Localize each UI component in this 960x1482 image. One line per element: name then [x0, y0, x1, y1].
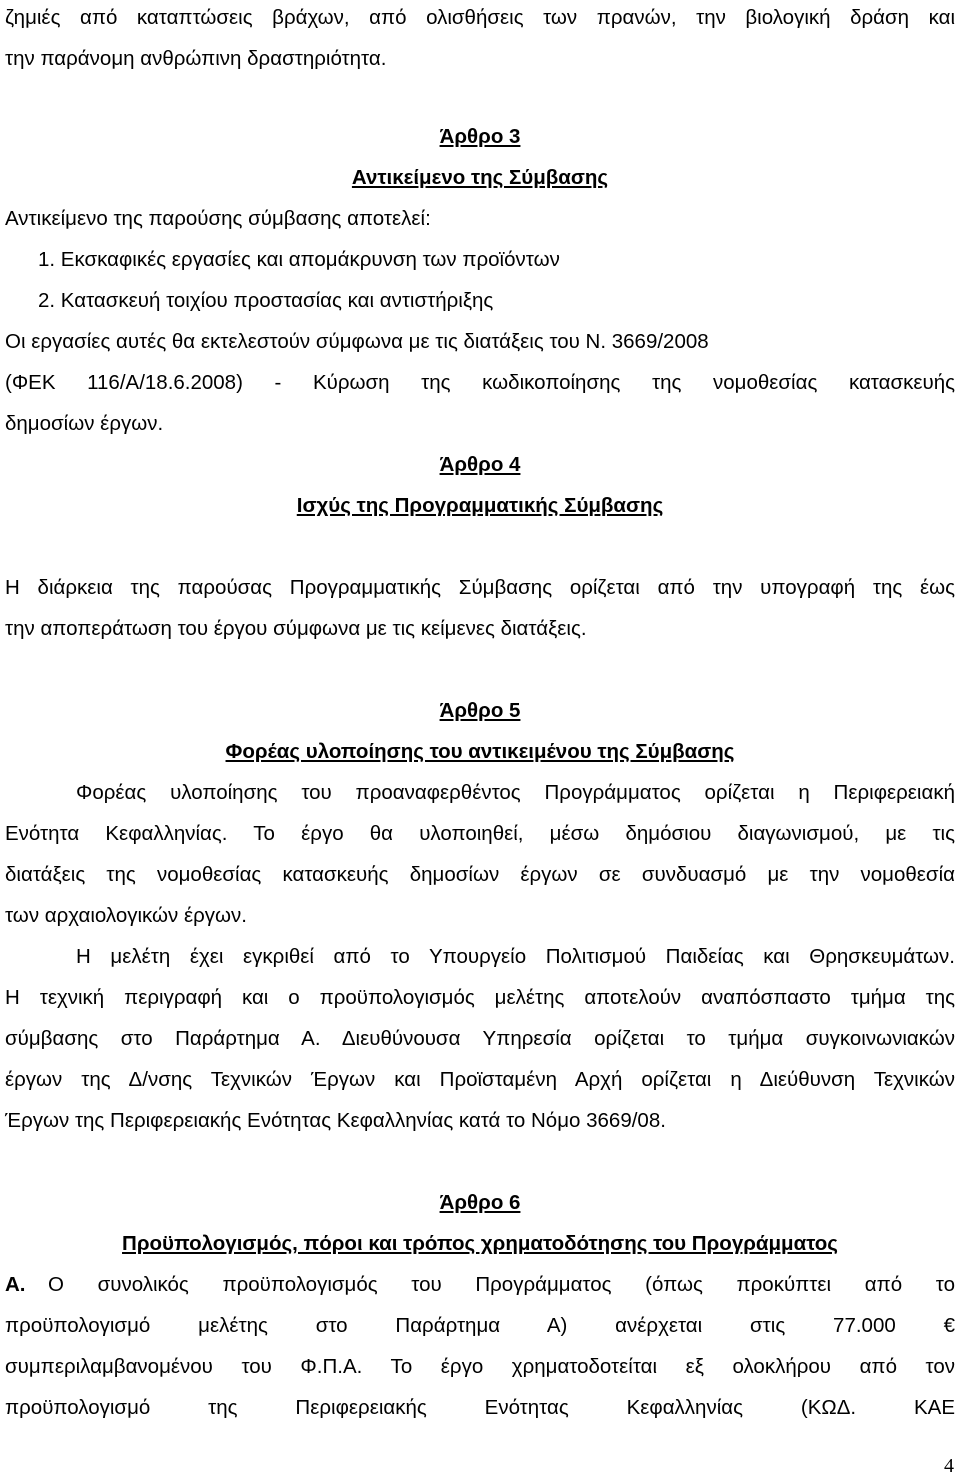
body-line: διατάξεις της νομοθεσίας κατασκευής δημοσίων έργων σε συνδυασμό με την νομοθεσία [5, 863, 955, 886]
page-number: 4 [944, 1455, 954, 1477]
body-line: Ενότητα Κεφαλληνίας. Το έργο θα υλοποιηθεί, μέσω δημόσιου διαγωνισμού, με τις [5, 822, 955, 845]
article-6-label: Α. [5, 1273, 26, 1296]
article-5-title: Φορέας υλοποίησης του αντικειμένου της Σύμβασης [225, 740, 735, 763]
article-6-number: Άρθρο 6 [439, 1191, 521, 1214]
body-line: έργων της Δ/νσης Τεχνικών Έργων και Προϊσταμένη Αρχή ορίζεται η Διεύθυνση Τεχνικών [5, 1068, 955, 1091]
body-line: σύμβασης στο Παράρτημα Α. Διευθύνουσα Υπηρεσία ορίζεται το τμήμα συγκοινωνιακών [5, 1027, 955, 1050]
body-line: Ο συνολικός προϋπολογισμός του Προγράμματος (όπως προκύπτει από το [48, 1273, 955, 1296]
body-line: Φορέας υλοποίησης του προαναφερθέντος Προγράμματος ορίζεται η Περιφερειακή [76, 781, 955, 804]
list-item: 2. Κατασκευή τοιχίου προστασίας και αντιστήριξης [38, 289, 494, 312]
article-4-number: Άρθρο 4 [439, 453, 521, 476]
body-line: Η μελέτη έχει εγκριθεί από το Υπουργείο Πολιτισμού Παιδείας και Θρησκευμάτων. [76, 945, 955, 968]
article-4-title: Ισχύς της Προγραμματικής Σύμβασης [296, 494, 664, 517]
body-line: ζημιές από καταπτώσεις βράχων, από ολισθήσεις των πρανών, την βιολογική δράση και [5, 6, 955, 29]
body-line: προϋπολογισμό μελέτης στο Παράρτημα Α) ανέρχεται στις 77.000 € [5, 1314, 955, 1337]
article-3-title: Αντικείμενο της Σύμβασης [351, 166, 609, 189]
body-line: την παράνομη ανθρώπινη δραστηριότητα. [5, 47, 387, 70]
body-line: συμπεριλαμβανομένου του Φ.Π.Α. Το έργο χρηματοδοτείται εξ ολοκλήρου από τον [5, 1355, 955, 1378]
article-5-number: Άρθρο 5 [439, 699, 521, 722]
body-line: των αρχαιολογικών έργων. [5, 904, 247, 927]
body-line: Έργων της Περιφερειακής Ενότητας Κεφαλληνίας κατά το Νόμο 3669/08. [5, 1109, 666, 1132]
body-line: Η τεχνική περιγραφή και ο προϋπολογισμός μελέτης αποτελούν αναπόσπαστο τμήμα της [5, 986, 955, 1009]
article-3-lead: Αντικείμενο της παρούσης σύμβασης αποτελεί: [5, 207, 431, 230]
article-3-number: Άρθρο 3 [439, 125, 521, 148]
body-line: (ΦΕΚ 116/Α/18.6.2008) - Κύρωση της κωδικοποίησης της νομοθεσίας κατασκευής [5, 371, 955, 394]
body-line: Οι εργασίες αυτές θα εκτελεστούν σύμφωνα με τις διατάξεις του Ν. 3669/2008 [5, 330, 709, 353]
body-line: την αποπεράτωση του έργου σύμφωνα με τις κείμενες διατάξεις. [5, 617, 587, 640]
body-line: δημοσίων έργων. [5, 412, 164, 435]
body-line: προϋπολογισμό της Περιφερειακής Ενότητας Κεφαλληνίας (ΚΩΔ. ΚΑΕ [5, 1396, 955, 1419]
list-item: 1. Εκσκαφικές εργασίες και απομάκρυνση των προϊόντων [38, 248, 560, 271]
article-6-title: Προϋπολογισμός, πόροι και τρόπος χρηματοδότησης του Προγράμματος [122, 1232, 838, 1255]
body-line: Η διάρκεια της παρούσας Προγραμματικής Σύμβασης ορίζεται από την υπογραφή της έως [5, 576, 955, 599]
